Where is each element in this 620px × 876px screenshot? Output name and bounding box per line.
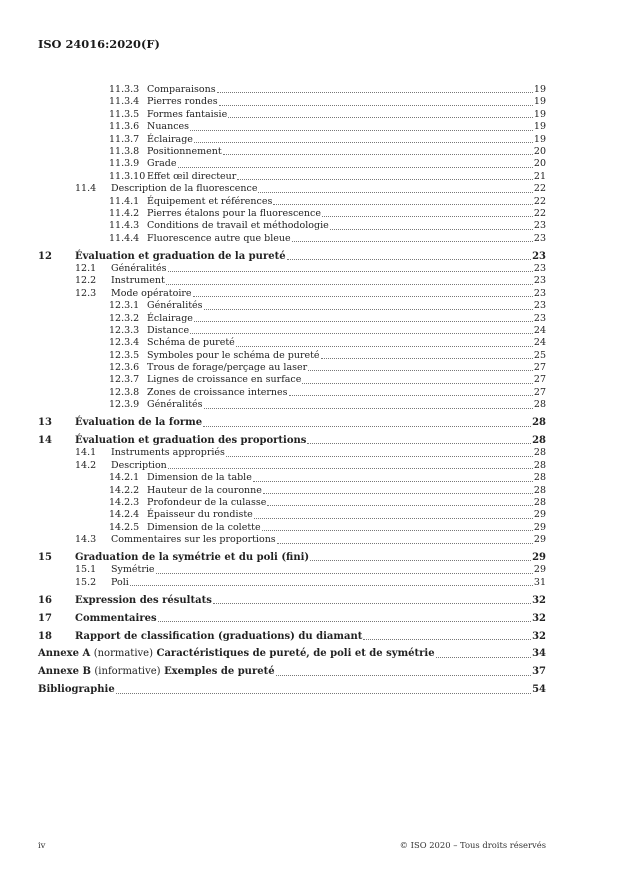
toc-entry-number: 12.3.2 (109, 312, 140, 324)
toc-entry-title: Hauteur de la couronne (147, 484, 262, 496)
toc-entry-number: 11.3.3 (109, 83, 140, 95)
toc-entry[interactable] (38, 146, 546, 158)
copyright-notice: © ISO 2020 – Tous droits réservés (399, 840, 546, 850)
toc-entry-page: 22 (533, 195, 546, 207)
toc-dot-leader (193, 296, 533, 297)
toc-entry-page: 22 (533, 183, 546, 195)
annex-kind: (informative) (94, 666, 161, 678)
toc-entry-title: Distance (147, 324, 190, 336)
toc-dot-leader (277, 543, 533, 544)
toc-entry-number: 16 (38, 594, 52, 606)
toc-entry[interactable] (38, 208, 546, 220)
toc-entry-title: Conditions de travail et méthodologie (147, 220, 329, 232)
toc-entry-page: 29 (533, 509, 546, 521)
toc-dot-leader (228, 117, 533, 118)
toc-dot-leader (307, 443, 531, 444)
toc-entry-number: 14.2.2 (109, 484, 140, 496)
toc-entry[interactable] (38, 577, 546, 589)
toc-entry[interactable] (38, 362, 546, 374)
toc-entry[interactable] (38, 300, 546, 312)
toc-entry-title: Graduation de la symétrie et du poli (fini) (75, 552, 310, 564)
toc-dot-leader (254, 518, 533, 519)
toc-entry-page: 24 (533, 337, 546, 349)
toc-entry-number: 11.4.4 (109, 232, 140, 244)
toc-dot-leader (226, 456, 533, 457)
toc-dot-leader (194, 321, 533, 322)
toc-entry-number: 12.3.5 (109, 349, 140, 361)
document-id: ISO 24016:2020(F) (38, 37, 160, 51)
toc-entry-title: Généralités (147, 300, 203, 312)
toc-dot-leader (168, 468, 533, 469)
toc-entry[interactable] (38, 509, 546, 521)
toc-dot-leader (308, 370, 533, 371)
toc-entry-title: Pierres étalons pour la fluorescence (147, 207, 321, 219)
toc-entry-page: 32 (532, 594, 546, 606)
toc-entry-number: 14.3 (75, 534, 97, 546)
toc-entry-number: 14.2.3 (109, 496, 140, 508)
toc-dot-leader (363, 639, 531, 640)
toc-entry-title: Éclairage (147, 133, 193, 145)
toc-entry-page: 28 (533, 459, 546, 471)
toc-entry-number: 11.3.8 (109, 145, 140, 157)
toc-dot-leader (302, 383, 533, 384)
toc-entry[interactable] (38, 552, 546, 564)
toc-entry-title: Commentaires sur les proportions (111, 534, 276, 546)
toc-dot-leader (436, 657, 532, 658)
toc-dot-leader (204, 408, 533, 409)
toc-entry[interactable] (38, 399, 546, 411)
toc-entry-number: 11.3.9 (109, 158, 140, 170)
toc-entry[interactable] (38, 275, 546, 287)
toc-entry[interactable] (38, 460, 546, 472)
toc-entry-page: 29 (533, 564, 546, 576)
toc-entry-page: 23 (533, 312, 546, 324)
toc-entry-title: Mode opératoire (111, 287, 192, 299)
toc-entry-title: Généralités (147, 399, 203, 411)
toc-entry-page: 23 (533, 275, 546, 287)
toc-annex-title (38, 648, 435, 660)
toc-entry-title: Pierres rondes (147, 96, 218, 108)
toc-dot-leader (178, 167, 533, 168)
toc-entry-title: Trous de forage/perçage au laser (147, 362, 308, 374)
toc-annex-entry[interactable] (38, 648, 546, 660)
toc-dot-leader (158, 621, 531, 622)
toc-entry-number: 11.3.6 (109, 121, 140, 133)
toc-entry[interactable] (38, 196, 546, 208)
toc-entry-title: Dimension de la table (147, 472, 252, 484)
toc-entry-page: 28 (533, 472, 546, 484)
toc-entry-page: 23 (533, 232, 546, 244)
toc-entry-number: 13 (38, 417, 52, 429)
toc-entry-number: 11.4.2 (109, 207, 140, 219)
toc-entry-page: 23 (533, 220, 546, 232)
toc-dot-leader (223, 154, 533, 155)
toc-dot-leader (190, 130, 533, 131)
toc-entry-page: 31 (533, 576, 546, 588)
toc-entry[interactable] (38, 109, 546, 121)
toc-dot-leader (204, 309, 533, 310)
toc-entry-number: 14.2.4 (109, 509, 140, 521)
toc-entry-title: Instrument (111, 275, 165, 287)
toc-dot-leader (213, 603, 531, 604)
toc-entry-page: 28 (533, 496, 546, 508)
toc-entry-number: 12.3.9 (109, 399, 140, 411)
toc-entry[interactable] (38, 134, 546, 146)
toc-entry[interactable] (38, 183, 546, 195)
toc-dot-leader (267, 505, 533, 506)
toc-entry-title: Évaluation et graduation des proportions (75, 435, 307, 447)
toc-entry-page: 29 (532, 552, 546, 564)
annex-title: Exemples de pureté (164, 666, 275, 678)
toc-dot-leader (203, 426, 531, 427)
toc-entry-number: 11.3.5 (109, 108, 140, 120)
table-of-contents (38, 84, 546, 697)
toc-entry[interactable] (38, 387, 546, 399)
toc-dot-leader (330, 229, 533, 230)
toc-entry-title: Zones de croissance internes (147, 386, 288, 398)
toc-entry[interactable] (38, 522, 546, 534)
toc-dot-leader (263, 493, 533, 494)
toc-entry[interactable] (38, 613, 546, 625)
toc-entry-number: 14 (38, 435, 52, 447)
toc-entry-title: Profondeur de la culasse (147, 496, 267, 508)
toc-entry[interactable] (38, 564, 546, 576)
toc-entry-page: 28 (532, 417, 546, 429)
toc-entry-title: Éclairage (147, 312, 193, 324)
toc-entry-number: 12.3.1 (109, 300, 140, 312)
toc-entry[interactable] (38, 263, 546, 275)
toc-dot-leader (253, 481, 533, 482)
toc-entry[interactable] (38, 497, 546, 509)
toc-entry-title: Description de la fluorescence (111, 183, 258, 195)
toc-entry-page: 29 (533, 521, 546, 533)
toc-dot-leader (289, 395, 533, 396)
toc-entry-number: 15 (38, 552, 52, 564)
toc-entry-page: 37 (532, 666, 546, 678)
toc-entry-title: Poli (111, 576, 129, 588)
toc-dot-leader (322, 216, 533, 217)
toc-dot-leader (237, 179, 533, 180)
toc-entry-number: 12.3.4 (109, 337, 140, 349)
toc-entry[interactable] (38, 233, 546, 245)
toc-dot-leader (194, 142, 533, 143)
toc-entry-number: 11.3.4 (109, 96, 140, 108)
toc-entry-title: Instruments appropriés (111, 447, 225, 459)
toc-entry-number: 14.1 (75, 447, 97, 459)
toc-entry[interactable] (38, 595, 546, 607)
toc-entry-page: 28 (533, 447, 546, 459)
toc-entry-title: Commentaires (75, 612, 157, 624)
toc-entry[interactable] (38, 417, 546, 429)
toc-entry-page: 28 (532, 435, 546, 447)
toc-entry-number: 15.2 (75, 576, 97, 588)
toc-entry-page: 34 (532, 648, 546, 660)
toc-entry-page: 23 (533, 300, 546, 312)
toc-entry-number: 14.2.1 (109, 472, 140, 484)
toc-entry-title: Nuances (147, 121, 190, 133)
toc-entry-number: 12.2 (75, 275, 97, 287)
toc-entry-page: 23 (532, 250, 546, 262)
toc-entry-page: 19 (533, 83, 546, 95)
toc-entry[interactable] (38, 171, 546, 183)
toc-annex-title (38, 666, 275, 678)
toc-entry[interactable] (38, 435, 546, 447)
toc-entry-number: 11.4.3 (109, 220, 140, 232)
toc-entry[interactable] (38, 472, 546, 484)
toc-entry-page: 29 (533, 534, 546, 546)
toc-entry-page: 19 (533, 108, 546, 120)
toc-dot-leader (217, 92, 533, 93)
toc-entry-page: 23 (533, 287, 546, 299)
toc-entry-number: 12 (38, 250, 52, 262)
toc-entry[interactable] (38, 534, 546, 546)
toc-dot-leader (258, 192, 532, 193)
toc-entry[interactable] (38, 84, 546, 96)
toc-entry[interactable] (38, 121, 546, 133)
toc-entry-title: Généralités (111, 262, 167, 274)
toc-entry[interactable] (38, 447, 546, 459)
annex-title: Caractéristiques de pureté, de poli et de symétrie (156, 648, 435, 660)
toc-entry-title: Schéma de pureté (147, 337, 235, 349)
toc-entry-title: Symboles pour le schéma de pureté (147, 349, 320, 361)
toc-annex-entry[interactable] (38, 666, 546, 678)
toc-entry[interactable] (38, 158, 546, 170)
toc-dot-leader (116, 693, 531, 694)
toc-dot-leader (292, 241, 533, 242)
toc-dot-leader (262, 530, 533, 531)
toc-entry-title: Symétrie (111, 564, 155, 576)
toc-entry-title: Épaisseur du rondiste (147, 509, 253, 521)
toc-bibliography-title: Bibliographie (38, 684, 115, 696)
toc-entry[interactable] (38, 337, 546, 349)
toc-entry-page: 25 (533, 349, 546, 361)
toc-dot-leader (273, 204, 533, 205)
page-number: iv (38, 840, 46, 850)
toc-dot-leader (130, 585, 533, 586)
toc-dot-leader (168, 271, 533, 272)
toc-entry-title: Évaluation et graduation de la pureté (75, 250, 286, 262)
toc-entry-number: 12.3.7 (109, 374, 140, 386)
toc-dot-leader (219, 105, 533, 106)
toc-entry-page: 21 (533, 170, 546, 182)
toc-entry-title: Expression des résultats (75, 594, 212, 606)
toc-entry-page: 27 (533, 386, 546, 398)
toc-entry-page: 24 (533, 324, 546, 336)
toc-entry-page: 27 (533, 374, 546, 386)
toc-entry-title: Formes fantaisie (147, 108, 228, 120)
toc-dot-leader (190, 333, 533, 334)
toc-entry-title: Positionnement (147, 145, 222, 157)
toc-entry-number: 17 (38, 612, 52, 624)
toc-entry-number: 11.4 (75, 183, 97, 195)
toc-entry-number: 12.3.3 (109, 324, 140, 336)
toc-entry-page: 20 (533, 145, 546, 157)
toc-entry-title: Évaluation de la forme (75, 417, 203, 429)
toc-entry[interactable] (38, 313, 546, 325)
toc-entry-number: 12.3 (75, 287, 97, 299)
toc-entry[interactable] (38, 325, 546, 337)
toc-entry-page: 28 (533, 399, 546, 411)
toc-entry-number: 12.3.6 (109, 362, 140, 374)
toc-entry-page: 32 (532, 630, 546, 642)
toc-entry-number: 15.1 (75, 564, 97, 576)
toc-entry-page: 32 (532, 612, 546, 624)
toc-entry-page: 27 (533, 362, 546, 374)
toc-dot-leader (236, 346, 533, 347)
toc-dot-leader (321, 358, 533, 359)
toc-entry-title: Description (111, 459, 167, 471)
toc-dot-leader (156, 573, 533, 574)
toc-entry-page: 19 (533, 133, 546, 145)
toc-entry[interactable] (38, 96, 546, 108)
toc-bibliography-entry[interactable] (38, 684, 546, 696)
annex-label: Annexe A (38, 648, 91, 660)
toc-entry-title: Fluorescence autre que bleue (147, 232, 291, 244)
toc-dot-leader (287, 259, 532, 260)
toc-entry-title: Dimension de la colette (147, 521, 261, 533)
toc-entry-title: Rapport de classification (graduations) du diamant (75, 630, 363, 642)
annex-label: Annexe B (38, 666, 91, 678)
toc-entry-number: 14.2 (75, 459, 97, 471)
toc-entry-page: 28 (533, 484, 546, 496)
toc-entry-title: Équipement et références (147, 195, 273, 207)
toc-entry[interactable] (38, 631, 546, 643)
toc-entry-number: 18 (38, 630, 52, 642)
toc-dot-leader (276, 675, 532, 676)
toc-entry[interactable] (38, 485, 546, 497)
toc-entry-title: Lignes de croissance en surface (147, 374, 302, 386)
toc-dot-leader (310, 560, 531, 561)
toc-entry-number: 11.4.1 (109, 195, 140, 207)
toc-entry[interactable] (38, 220, 546, 232)
toc-entry-title: Comparaisons (147, 83, 216, 95)
toc-entry-number: 14.2.5 (109, 521, 140, 533)
toc-entry-number: 12.1 (75, 262, 97, 274)
toc-entry-number: 11.3.7 (109, 133, 140, 145)
toc-entry[interactable] (38, 288, 546, 300)
toc-entry-page: 19 (533, 121, 546, 133)
toc-entry[interactable] (38, 251, 546, 263)
toc-entry-page: 19 (533, 96, 546, 108)
toc-entry-title: Grade (147, 158, 177, 170)
toc-dot-leader (166, 284, 533, 285)
toc-entry-page: 22 (533, 207, 546, 219)
toc-entry-page: 20 (533, 158, 546, 170)
toc-entry-number: 11.3.10 (109, 170, 146, 182)
toc-entry[interactable] (38, 350, 546, 362)
toc-entry-page: 54 (532, 684, 546, 696)
toc-entry-title: Effet œil directeur (147, 170, 237, 182)
annex-kind: (normative) (93, 648, 153, 660)
toc-entry-page: 23 (533, 262, 546, 274)
toc-entry[interactable] (38, 374, 546, 386)
toc-entry-number: 12.3.8 (109, 386, 140, 398)
